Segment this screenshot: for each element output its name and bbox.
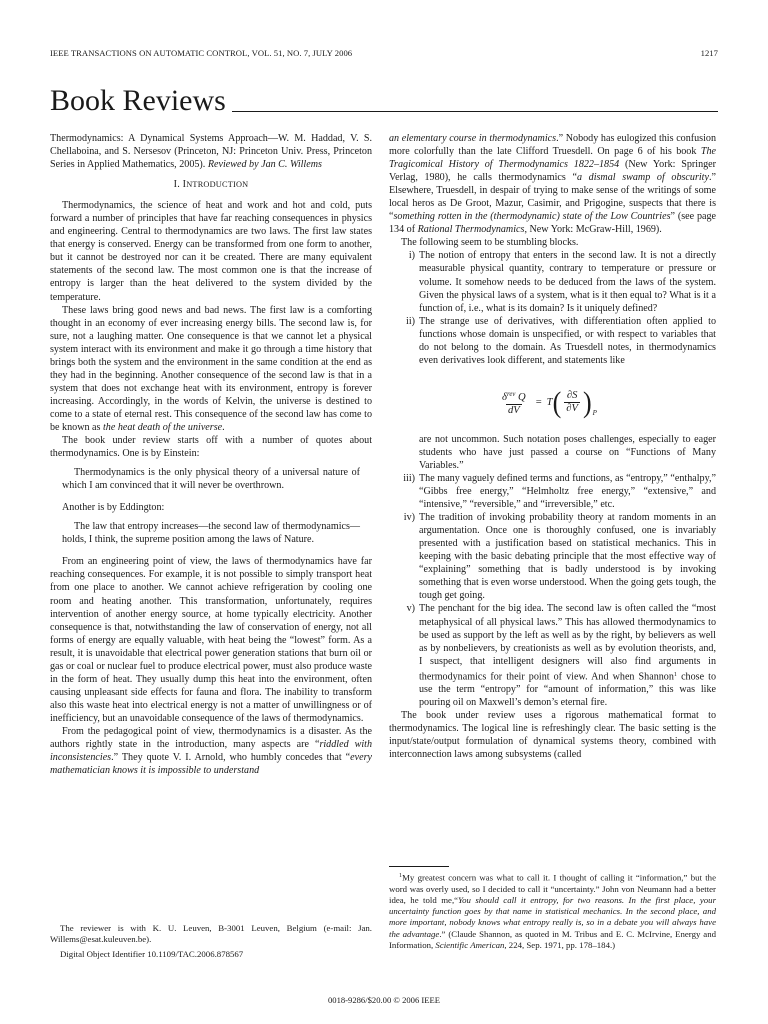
paragraph-truesdell (389, 132, 716, 236)
running-head (50, 48, 718, 62)
list-item-text: The tradition of invoking probability theory at random moments in an argumentation. Once one is thoroughly confused, one is invariably presented with a justification based on statistical mechanics. This in keeping with the basic debating principle that the most effective way of “explaining” something that is badly understood is by invoking something that is even worse understood. When the going gets tough, the tough get going. (419, 512, 716, 602)
list-item (389, 315, 716, 367)
list-item-text: are not uncommon. Such notation poses challenges, especially to eager students who have just passed a course on “Functions of Many Variables.” (419, 433, 716, 471)
paragraph-text: .” Elsewhere, Truesdell, in despair of trying to make sense of the writings of some local heros as De Groot, Mazur, Casimir, and Prigogine, suspects that there is “ (389, 172, 716, 223)
footnote (389, 870, 716, 951)
fraction-denominator: dV (507, 404, 520, 416)
superscript-rev: rev (506, 390, 516, 398)
list-marker: iv) (403, 512, 415, 524)
paragraph-closing: The book under review uses a rigorous mathematical format to thermodynamics. The logical line is refreshingly clear. The basic setting is the input/state/output formulation of dynamical systems theory, combined with interconnection laws among subsystems (called (389, 710, 716, 761)
book-title-tragicomical: The Tragicomical History of Thermodynamics 1822–1854 (389, 146, 716, 171)
reviewer-name: Reviewed by Jan C. Willems (207, 159, 322, 171)
list-item (389, 511, 716, 602)
heat-symbol: Q (518, 391, 526, 403)
list-item-text: The penchant for the big idea. The second law is often called the “most metaphysical of all physical laws.” This has allowed thermodynamics to be used as support by the left as well as by the right, by believers as well as by nonbelievers, by creationists as well as by evolution theorists, and, I suspect, that intelligent designers will also find arguments in thermodynamics for their point of view. And when Shannon (419, 603, 716, 683)
paragraph-intro-1: Thermodynamics, the science of heat and work and hot and cold, puts forward a number of principles that have far reaching consequences in physics and engineering. Central to thermodynamics are two laws. The first law states that energy is conserved. Energy can be transformed from one form to another, but it cannot be destroyed nor can it be created. There are many equivalent statements of the second law. The most common one is that the increase of entropy is larger than the heat delivered to the system divided by the temperature. (50, 200, 372, 303)
emphasis: an elementary course in thermodynamics (389, 133, 557, 144)
partial-denominator: ∂V (566, 403, 578, 415)
section-title: Book Reviews (50, 84, 226, 117)
paragraph-text: .” They quote V. I. Arnold, who humbly concedes that “ (111, 752, 351, 764)
book-title-rational: Rational Thermodynamics (417, 224, 525, 236)
eddington-intro: Another is by Eddington: (62, 502, 165, 514)
subscript-p: P (592, 408, 597, 417)
footnote-mark: 1 (399, 872, 403, 879)
section-heading-introduction (50, 178, 372, 191)
footnote-rule (389, 866, 449, 867)
list-marker: v) (406, 603, 415, 615)
doi: Digital Object Identifier 10.1109/TAC.2006.878567 (60, 948, 244, 959)
einstein-quote (62, 466, 360, 492)
paragraph-intro-3: The book under review starts off with a number of quotes about thermodynamics. One is by Einstein: (50, 435, 372, 460)
reviewer-affiliation (50, 923, 372, 960)
partial-numerator: ∂S (566, 390, 578, 402)
footnote-emphasis: You should call it entropy, for two reasons. In the first place, your uncertainty function goes by that name in statistical mechanics. In the second place, and more important, nobody knows what entropy really is, so in a debate you will always have the advantage (389, 894, 716, 939)
footnote-text: .” (Claude Shannon, as quoted in M. Tribus and E. C. McIrvine, Energy and Information, (389, 928, 716, 950)
delta-symbol: δ (502, 391, 507, 403)
emphasis: a dismal swamp of obscurity (576, 172, 709, 184)
footnote-reference[interactable]: 1 (673, 670, 677, 678)
eddington-quote (62, 520, 360, 546)
copyright-footer: 0018-9286/$20.00 © 2006 IEEE (327, 995, 441, 1005)
list-marker: i) (408, 250, 415, 262)
footnote-journal: Scientific American (435, 939, 505, 950)
review-byline (50, 132, 372, 171)
list-item (389, 602, 716, 709)
emphasis: something rotten in the (thermodynamic) state of the Low Countries (393, 211, 671, 223)
list-marker: iii) (403, 472, 415, 484)
right-column (389, 132, 716, 762)
section-numeral: I. (173, 179, 180, 191)
paragraph-pedagogical (50, 725, 372, 777)
equation-fraction (500, 389, 528, 417)
paragraph-text: From the pedagogical point of view, thermodynamics is a disaster. As the authors rightly state in the introduction, many aspects are “ (50, 725, 372, 751)
fraction-numerator (500, 389, 528, 404)
temperature-symbol: T (546, 397, 553, 409)
list-item (389, 472, 716, 511)
paragraph-text: .” Nobody has eulogized this confusion more colorfully than the late Clifford Truesdell. On page 6 of his book (389, 133, 717, 158)
paragraph-text: These laws bring good news and bad news. The first law is a comforting thought in an economy of ever increasing energy bills. The second law is, for sure, not a laughing matter. One consequence is that we cannot let a physical system interact with its environment and make it go through a time history that brings both the system and the environment in the same condition at the end as they had in the beginning. Another consequence of the second law is that in a system that does not exchange heat with its environment, entropy is forever increasing. Accordingly, in the words of Kelvin, the universe is destined to come to a state of eternal rest. This consequence of the second law has come to be known as (50, 304, 372, 433)
reviewer-address: The reviewer is with K. U. Leuven, B-3001 Leuven, Belgium (e-mail: Jan. Willems@esat.kuleuven.be). (50, 923, 372, 945)
list-item-text: chose to use the term “entropy” for “amount of information,” this was like pouring oil on Maxwell’s demon’s eternal fire. (419, 671, 716, 709)
equals-sign: = (535, 397, 542, 409)
right-paren: ) (582, 385, 592, 419)
section-title-row (50, 84, 718, 124)
list-marker: ii) (406, 315, 415, 327)
journal-citation: IEEE TRANSACTIONS ON AUTOMATIC CONTROL, VOL. 51, NO. 7, JULY 2006 (50, 48, 353, 58)
emphasis-arnold-quote: every mathematician knows it is impossible to understand (50, 752, 372, 777)
page-number: 1217 (700, 48, 718, 58)
left-paren: ( (552, 385, 562, 419)
quote-text: Thermodynamics is the only physical theory of a universal nature of which I am convinced that it will never be overthrown. (62, 467, 360, 492)
paragraph-end: . (222, 421, 225, 433)
equation-body (497, 385, 597, 421)
emphasis-riddled: riddled with inconsistencies (50, 739, 372, 764)
partial-derivative (564, 390, 580, 415)
paragraph-text: (New York: Springer Verlag, 1980), he calls thermodynamics “ (389, 159, 717, 184)
book-citation: Thermodynamics: A Dynamical Systems Approach—W. M. Haddad, V. S. Chellaboina, and S. Nersesov (Princeton, NJ: Princeton Univ. Press, Princeton Series in Applied Mathematics, 2005). (50, 133, 372, 171)
paragraph-engineering: From an engineering point of view, the laws of thermodynamics have far reaching consequences. For example, it is not possible to simply transport heat from one place to another. We cannot achieve refrigeration by cooling one room and heating another. This transformation, unfortunately, requires intervention of another energy source, at home typically electricity. Another consequence is that, notwithstanding the law of conservation of energy, not all forms of energy are equally valuable, with heat being the “lowest” form. As a result, it is unavoidable that electrical power generation stations that burn oil or gas or coal or nuclear fuel to produce electrical power, must also produce waste in the form of heat. They usually dump this heat into the environment, often causing unpleasant side effects for fauna and flora. The inability to transform also this waste heat into electrical energy is not a matter of unwillingness or of inefficiency, but an unavoidable consequence of the laws of thermodynamics. (50, 556, 372, 724)
list-item-text: The strange use of derivatives, with differentiation often applied to functions whose domain is unspecified, or with respect to variables that do not belong to the domain. As Truesdell notes, in thermodynamics even derivatives look different, and statements like (419, 315, 716, 366)
paragraph-text: ” (see page 134 of (389, 211, 716, 236)
section-heading-rest: NTRODUCTION (186, 180, 249, 190)
list-item-continuation (389, 433, 716, 472)
stumbling-blocks-intro: The following seem to be stumbling blocks. (401, 237, 579, 249)
list-item-text: The notion of entropy that enters in the second law. It is not a directly measurable physical quantity, contrary to temperature or pressure or volume. It somehow needs to be deduced from the laws of the system. Given the physical laws of a system, what is it then equal to? What is it a function of, i.e., what is its domain? Is it uniquely defined? (419, 250, 716, 314)
footnote-text: , 224, Sep. 1971, pp. 178–184.) (504, 939, 616, 950)
paragraph-intro-2 (50, 304, 372, 434)
quote-text: The law that entropy increases—the second law of thermodynamics—holds, I think, the supreme position among the laws of Nature. (62, 521, 360, 546)
footnote-text: My greatest concern was what to call it. I thought of calling it “information,” but the word was overly used, so I decided to call it “uncertainty.” John von Neumann had a better idea, he told me,“ (389, 872, 716, 905)
section-heading-initial: I (182, 179, 187, 191)
list-item-text: The many vaguely defined terms and functions, as “entropy,” “enthalpy,” “Gibbs free energy,” “Helmholtz free energy,” “extensive,” and “intensive,” “reversible,” and “irreversible,” etc. (419, 472, 716, 511)
list-item (389, 249, 716, 314)
title-rule (232, 111, 718, 112)
emphasis-heat-death: the heat death of the universe (102, 421, 223, 433)
left-column (50, 132, 372, 777)
paragraph-text: , New York: McGraw-Hill, 1969). (524, 224, 662, 236)
display-equation (389, 373, 716, 431)
